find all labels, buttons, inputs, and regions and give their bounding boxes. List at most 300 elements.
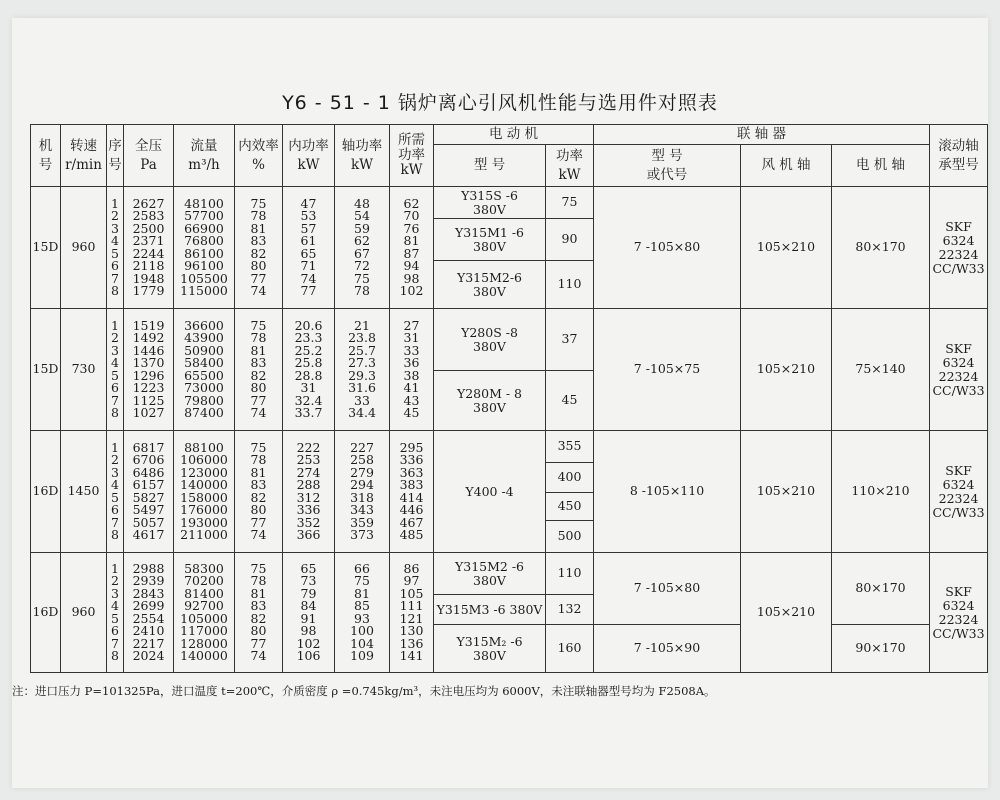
cell-value: 121 [399, 610, 424, 626]
cell-value: 77 [250, 392, 267, 408]
motor-shaft-cell: 80×170 [832, 187, 930, 309]
cell-value: 61 [300, 233, 317, 248]
cell-value: 98 [300, 623, 317, 638]
cell-value: 78 [250, 452, 267, 467]
cell-value: 65 [300, 560, 317, 576]
cell-value: 485 [399, 527, 424, 542]
cell-value: 4 [111, 477, 119, 492]
motor-model-cell: Y400 -4 [434, 431, 546, 553]
cell-value: 25.8 [294, 355, 323, 370]
cell-value: 29.3 [348, 367, 376, 383]
cell-value: 88100 [184, 439, 224, 455]
cell-value: 2371 [132, 233, 165, 248]
cell-value: 117000 [180, 623, 228, 638]
col-machine: 机 号 [31, 125, 61, 187]
cell-value: 5497 [132, 502, 165, 517]
cell-value: 2843 [132, 585, 165, 601]
cell-value: 21 [354, 317, 370, 333]
col-motor: 电 动 机 [434, 125, 594, 145]
cell-value: 318 [350, 489, 374, 505]
pressure-cell [124, 431, 174, 553]
flow-cell [174, 553, 235, 673]
cell-value: 3 [111, 464, 119, 480]
cell-value: 71 [300, 258, 317, 273]
cell-value: 82 [250, 610, 267, 626]
cell-value: 97 [403, 573, 420, 588]
motor-power-cell: 110 [546, 261, 594, 309]
cell-value: 82 [250, 489, 267, 505]
cell-value: 6 [111, 258, 119, 273]
cell-value: 75 [354, 270, 370, 286]
cell-value: 77 [250, 514, 267, 530]
cell-value: 81 [250, 585, 267, 601]
cell-value: 81 [354, 585, 370, 601]
shaft_power-cell [335, 309, 390, 431]
col-coupling-model: 型 号 或代号 [594, 145, 741, 187]
cell-value: 3 [111, 585, 119, 601]
cell-value: 72 [354, 258, 370, 273]
bearing-cell: SKF 6324 22324 CC/W33 [930, 553, 988, 673]
cell-value: 2554 [132, 610, 165, 626]
cell-value: 1223 [132, 380, 165, 395]
cell-value: 2 [111, 208, 119, 223]
cell-value: 65500 [184, 367, 224, 383]
motor-power-cell: 110 [546, 553, 594, 595]
col-pressure: 全压 Pa [124, 125, 174, 187]
cell-value: 57 [300, 220, 317, 236]
cell-value: 41 [403, 380, 420, 395]
int_power-cell [283, 187, 335, 309]
cell-value: 1948 [132, 270, 165, 286]
cell-value: 4 [111, 355, 119, 370]
cell-value: 1370 [132, 355, 165, 370]
col-motor-shaft: 电 机 轴 [832, 145, 930, 187]
cell-value: 2 [111, 330, 119, 345]
int_eff-cell [235, 187, 283, 309]
motor-power-cell: 450 [546, 493, 594, 521]
motor-power-cell: 132 [546, 595, 594, 625]
machine-cell: 16D [31, 431, 61, 553]
cell-value: 94 [403, 258, 420, 273]
cell-value: 2244 [132, 245, 165, 261]
cell-value: 78 [250, 573, 267, 588]
cell-value: 109 [350, 648, 374, 663]
cell-value: 6 [111, 380, 119, 395]
cell-value: 48 [354, 195, 370, 211]
motor-model-cell: Y280M - 8 380V [434, 371, 546, 431]
cell-value: 2 [111, 573, 119, 588]
col-motor-power: 功率 kW [546, 145, 594, 187]
cell-value: 6486 [132, 464, 165, 480]
speed-cell: 1450 [61, 431, 107, 553]
cell-value: 66 [354, 560, 370, 576]
col-int-power: 内功率 kW [283, 125, 335, 187]
motor-power-cell: 400 [546, 463, 594, 493]
cell-value: 43 [403, 392, 420, 408]
cell-value: 1125 [132, 392, 165, 408]
cell-value: 83 [250, 355, 267, 370]
cell-value: 176000 [180, 502, 228, 517]
cell-value: 75 [250, 317, 267, 333]
flow-cell [174, 187, 235, 309]
cell-value: 2627 [132, 195, 165, 211]
cell-value: 2583 [132, 208, 165, 223]
cell-value: 86100 [184, 245, 224, 261]
cell-value: 343 [350, 502, 374, 517]
cell-value: 140000 [180, 648, 228, 663]
fan-shaft-cell: 105×210 [741, 187, 832, 309]
cell-value: 80 [250, 380, 267, 395]
cell-value: 294 [350, 477, 374, 492]
cell-value: 70 [403, 208, 420, 223]
int_power-cell [283, 431, 335, 553]
cell-value: 80 [250, 623, 267, 638]
cell-value: 4 [111, 598, 119, 613]
cell-value: 83 [250, 598, 267, 613]
motor-power-cell: 500 [546, 521, 594, 553]
cell-value: 106000 [180, 452, 228, 467]
cell-value: 74 [250, 527, 267, 542]
int_power-cell [283, 553, 335, 673]
cell-value: 27 [403, 317, 420, 333]
coupling-model-cell: 7 -105×80 [594, 553, 741, 625]
seq-cell [107, 553, 124, 673]
bearing-cell: SKF 6324 22324 CC/W33 [930, 187, 988, 309]
cell-value: 128000 [180, 635, 228, 651]
cell-value: 193000 [180, 514, 228, 530]
speed-cell: 960 [61, 187, 107, 309]
speed-cell: 960 [61, 553, 107, 673]
motor-power-cell: 45 [546, 371, 594, 431]
cell-value: 81 [250, 464, 267, 480]
col-bearing: 滚动轴 承型号 [930, 125, 988, 187]
cell-value: 23.8 [348, 330, 376, 345]
motor-shaft-cell: 80×170 [832, 553, 930, 625]
cell-value: 123000 [180, 464, 228, 480]
cell-value: 373 [350, 527, 374, 542]
cell-value: 31.6 [348, 380, 376, 395]
cell-value: 87 [403, 245, 420, 261]
cell-value: 87400 [184, 405, 224, 420]
cell-value: 79800 [184, 392, 224, 408]
cell-value: 82 [250, 367, 267, 383]
cell-value: 34.4 [348, 405, 376, 420]
cell-value: 295 [399, 439, 424, 455]
cell-value: 73 [300, 573, 317, 588]
cell-value: 1779 [132, 283, 165, 298]
shaft_power-cell [335, 187, 390, 309]
cell-value: 279 [350, 464, 374, 480]
int_eff-cell [235, 431, 283, 553]
cell-value: 92700 [184, 598, 224, 613]
req_power-cell [390, 553, 434, 673]
cell-value: 3 [111, 342, 119, 358]
cell-value: 96100 [184, 258, 224, 273]
cell-value: 7 [111, 392, 119, 408]
cell-value: 47 [300, 195, 317, 211]
col-flow: 流量 m³/h [174, 125, 235, 187]
coupling-model-cell: 7 -105×75 [594, 309, 741, 431]
cell-value: 82 [250, 245, 267, 261]
req_power-cell [390, 309, 434, 431]
col-req-power: 所需 功率 kW [390, 125, 434, 187]
cell-value: 80 [250, 258, 267, 273]
fan-shaft-cell: 105×210 [741, 553, 832, 673]
cell-value: 414 [399, 489, 424, 505]
cell-value: 32.4 [294, 392, 323, 408]
cell-value: 359 [350, 514, 374, 530]
cell-value: 1296 [132, 367, 165, 383]
cell-value: 1027 [132, 405, 165, 420]
cell-value: 1 [111, 195, 119, 211]
cell-value: 130 [399, 623, 424, 638]
speed-cell: 730 [61, 309, 107, 431]
cell-value: 58300 [184, 560, 224, 576]
machine-cell: 16D [31, 553, 61, 673]
cell-value: 6 [111, 502, 119, 517]
cell-value: 467 [399, 514, 424, 530]
motor-model-cell: Y315M₂ -6 380V [434, 625, 546, 673]
cell-value: 67 [354, 245, 370, 261]
cell-value: 1492 [132, 330, 165, 345]
machine-cell: 15D [31, 309, 61, 431]
cell-value: 75 [250, 560, 267, 576]
motor-model-cell: Y315M3 -6 380V [434, 595, 546, 625]
cell-value: 20.6 [294, 317, 323, 333]
cell-value: 2500 [132, 220, 165, 236]
pressure-cell [124, 187, 174, 309]
table-row [31, 553, 988, 595]
cell-value: 76 [403, 220, 420, 236]
table-row [31, 431, 988, 463]
cell-value: 2988 [132, 560, 165, 576]
cell-value: 105 [399, 585, 424, 601]
cell-value: 84 [300, 598, 317, 613]
col-fan-shaft: 风 机 轴 [741, 145, 832, 187]
coupling-model-cell: 8 -105×110 [594, 431, 741, 553]
cell-value: 1 [111, 439, 119, 455]
cell-value: 102 [296, 635, 321, 651]
cell-value: 70200 [184, 573, 224, 588]
cell-value: 5 [111, 610, 119, 626]
cell-value: 36 [403, 355, 420, 370]
req_power-cell [390, 431, 434, 553]
fan-shaft-cell: 105×210 [741, 309, 832, 431]
shaft_power-cell [335, 431, 390, 553]
cell-value: 211000 [180, 527, 228, 542]
cell-value: 4 [111, 233, 119, 248]
cell-value: 100 [350, 623, 374, 638]
cell-value: 7 [111, 514, 119, 530]
cell-value: 53 [300, 208, 317, 223]
int_power-cell [283, 309, 335, 431]
cell-value: 2118 [132, 258, 165, 273]
cell-value: 366 [296, 527, 321, 542]
motor-model-cell: Y280S -8 380V [434, 309, 546, 371]
cell-value: 33 [403, 342, 420, 358]
cell-value: 38 [403, 367, 420, 383]
cell-value: 6706 [132, 452, 165, 467]
cell-value: 446 [399, 502, 424, 517]
seq-cell [107, 431, 124, 553]
motor-power-cell: 90 [546, 219, 594, 261]
cell-value: 77 [300, 283, 317, 298]
cell-value: 28.8 [294, 367, 323, 383]
cell-value: 1446 [132, 342, 165, 358]
cell-value: 158000 [180, 489, 228, 505]
cell-value: 36600 [184, 317, 224, 333]
cell-value: 73000 [184, 380, 224, 395]
cell-value: 288 [296, 477, 321, 492]
table-row [31, 187, 988, 219]
cell-value: 8 [111, 527, 119, 542]
cell-value: 33.7 [294, 405, 323, 420]
fan-shaft-cell: 105×210 [741, 431, 832, 553]
shaft_power-cell [335, 553, 390, 673]
cell-value: 105500 [180, 270, 228, 286]
cell-value: 2410 [132, 623, 165, 638]
cell-value: 1 [111, 560, 119, 576]
cell-value: 77 [250, 270, 267, 286]
cell-value: 2217 [132, 635, 165, 651]
cell-value: 98 [403, 270, 420, 286]
cell-value: 336 [296, 502, 321, 517]
cell-value: 5827 [132, 489, 165, 505]
footnote: 注：进口压力 P=101325Pa，进口温度 t=200℃，介质密度 ρ =0.745kg/m³，未注电压均为 6000V，未注联轴器型号均为 F2508A。 [12, 684, 716, 698]
cell-value: 74 [300, 270, 317, 286]
cell-value: 50900 [184, 342, 224, 358]
cell-value: 81 [250, 342, 267, 358]
performance-table [30, 124, 988, 673]
cell-value: 25.2 [294, 342, 323, 358]
cell-value: 3 [111, 220, 119, 236]
bearing-cell: SKF 6324 22324 CC/W33 [930, 309, 988, 431]
cell-value: 31 [300, 380, 317, 395]
cell-value: 7 [111, 270, 119, 286]
seq-cell [107, 187, 124, 309]
col-shaft-power: 轴功率 kW [335, 125, 390, 187]
cell-value: 2 [111, 452, 119, 467]
cell-value: 140000 [180, 477, 228, 492]
cell-value: 222 [296, 439, 321, 455]
cell-value: 77 [250, 635, 267, 651]
cell-value: 27.3 [348, 355, 376, 370]
cell-value: 45 [403, 405, 420, 420]
cell-value: 102 [399, 283, 424, 298]
cell-value: 253 [296, 452, 321, 467]
cell-value: 136 [399, 635, 424, 651]
motor-shaft-cell: 110×210 [832, 431, 930, 553]
motor-power-cell: 37 [546, 309, 594, 371]
motor-model-cell: Y315M2-6 380V [434, 261, 546, 309]
cell-value: 80 [250, 502, 267, 517]
bearing-cell: SKF 6324 22324 CC/W33 [930, 431, 988, 553]
col-int-eff: 内效率 % [235, 125, 283, 187]
cell-value: 363 [399, 464, 424, 480]
cell-value: 86 [403, 560, 420, 576]
cell-value: 75 [250, 439, 267, 455]
motor-shaft-cell: 75×140 [832, 309, 930, 431]
cell-value: 258 [350, 452, 374, 467]
motor-model-cell: Y315M2 -6 380V [434, 553, 546, 595]
cell-value: 5057 [132, 514, 165, 530]
col-coupling: 联 轴 器 [594, 125, 930, 145]
cell-value: 6157 [132, 477, 165, 492]
cell-value: 5 [111, 489, 119, 505]
cell-value: 78 [250, 330, 267, 345]
pressure-cell [124, 553, 174, 673]
motor-power-cell: 75 [546, 187, 594, 219]
cell-value: 57700 [184, 208, 224, 223]
cell-value: 91 [300, 610, 317, 626]
cell-value: 78 [250, 208, 267, 223]
cell-value: 65 [300, 245, 317, 261]
cell-value: 8 [111, 648, 119, 663]
flow-cell [174, 431, 235, 553]
cell-value: 383 [399, 477, 424, 492]
int_eff-cell [235, 553, 283, 673]
req_power-cell [390, 187, 434, 309]
coupling-model-cell: 7 -105×90 [594, 625, 741, 673]
cell-value: 336 [399, 452, 424, 467]
motor-model-cell: Y315S -6 380V [434, 187, 546, 219]
cell-value: 85 [354, 598, 370, 613]
cell-value: 8 [111, 405, 119, 420]
cell-value: 5 [111, 245, 119, 261]
cell-value: 58400 [184, 355, 224, 370]
cell-value: 48100 [184, 195, 224, 211]
seq-cell [107, 309, 124, 431]
cell-value: 74 [250, 405, 267, 420]
cell-value: 6 [111, 623, 119, 638]
cell-value: 54 [354, 208, 370, 223]
cell-value: 74 [250, 648, 267, 663]
cell-value: 4617 [132, 527, 165, 542]
cell-value: 2699 [132, 598, 165, 613]
cell-value: 33 [354, 392, 370, 408]
table-row [31, 309, 988, 371]
cell-value: 111 [399, 598, 424, 613]
cell-value: 6817 [132, 439, 165, 455]
page-title: Y6 - 51 - 1 锅炉离心引风机性能与选用件对照表 [282, 92, 718, 114]
cell-value: 75 [354, 573, 370, 588]
cell-value: 8 [111, 283, 119, 298]
motor-shaft-cell: 90×170 [832, 625, 930, 673]
cell-value: 43900 [184, 330, 224, 345]
cell-value: 81 [403, 233, 420, 248]
cell-value: 141 [399, 648, 424, 663]
cell-value: 76800 [184, 233, 224, 248]
cell-value: 312 [296, 489, 321, 505]
cell-value: 74 [250, 283, 267, 298]
cell-value: 81 [250, 220, 267, 236]
cell-value: 31 [403, 330, 420, 345]
cell-value: 106 [296, 648, 321, 663]
cell-value: 274 [296, 464, 321, 480]
motor-power-cell: 355 [546, 431, 594, 463]
cell-value: 78 [354, 283, 370, 298]
cell-value: 83 [250, 477, 267, 492]
cell-value: 7 [111, 635, 119, 651]
cell-value: 2939 [132, 573, 165, 588]
col-seq: 序 号 [107, 125, 124, 187]
pressure-cell [124, 309, 174, 431]
cell-value: 25.7 [348, 342, 376, 358]
coupling-model-cell: 7 -105×80 [594, 187, 741, 309]
cell-value: 75 [250, 195, 267, 211]
cell-value: 352 [296, 514, 321, 530]
cell-value: 66900 [184, 220, 224, 236]
